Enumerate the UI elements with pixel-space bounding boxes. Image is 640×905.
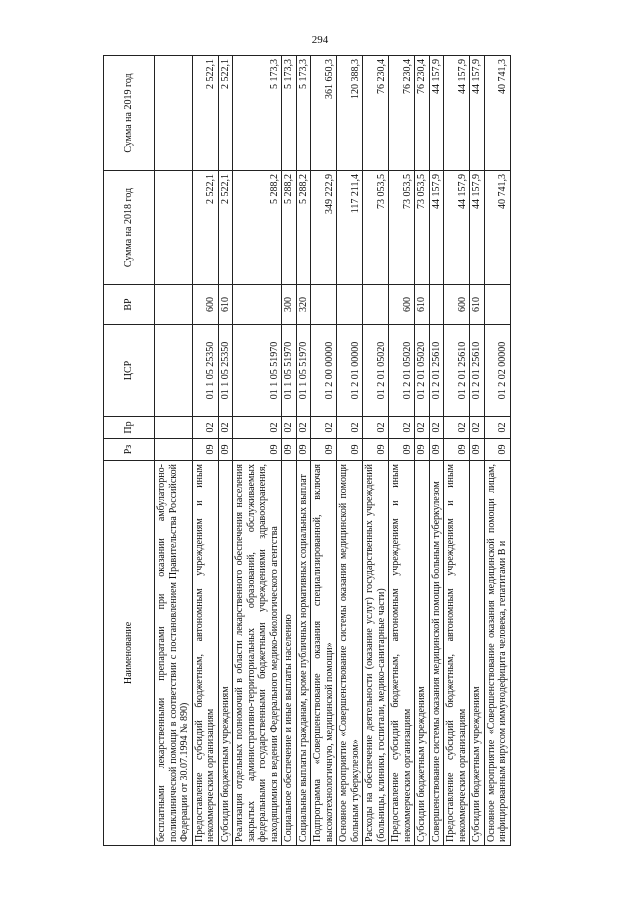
cell-vr: 600 — [389, 285, 415, 325]
cell-pr: 02 — [470, 417, 485, 439]
cell-name: Субсидии бюджетным учреждениям — [218, 461, 233, 846]
cell-sum-2019: 2 522,1 — [192, 56, 218, 171]
cell-name: Социальные выплаты гражданам, кроме публичных нормативных социальных выплат — [296, 461, 311, 846]
cell-name: Предоставление субсидий бюджетным, автономным учреждениям и иным некоммерческим организациям — [444, 461, 470, 846]
header-pr: Пр — [104, 417, 155, 439]
cell-csr: 01 1 05 25350 — [218, 325, 233, 417]
cell-csr: 01 2 01 25610 — [444, 325, 470, 417]
cell-name: Субсидии бюджетным учреждениям — [470, 461, 485, 846]
cell-rz: 09 — [233, 439, 282, 461]
cell-name: Подпрограмма «Совершенствование оказания специализированной, включая высокотехнологичную, медицинской помощи» — [311, 461, 337, 846]
cell-pr: 02 — [415, 417, 430, 439]
cell-name: Реализация отдельных полномочий в области лекарственного обеспечения населения закрытых административно-территориальных образований, обслуживаемых федеральными государственными бюджетными учреждениями здравоохранения, находящимися в ведении Федерального медико-биологического агентства — [233, 461, 282, 846]
header-row — [104, 56, 155, 846]
cell-sum-2019: 44 157,9 — [429, 56, 444, 171]
table-row — [192, 56, 218, 846]
cell-vr: 610 — [470, 285, 485, 325]
header-sum-2019: Сумма на 2019 год — [104, 56, 155, 171]
table-row — [337, 56, 363, 846]
page-number: 294 — [311, 34, 329, 46]
cell-sum-2019: 44 157,9 — [470, 56, 485, 171]
cell-sum-2019: 76 230,4 — [363, 56, 389, 171]
budget-table-container — [103, 56, 573, 846]
cell-rz: 09 — [218, 439, 233, 461]
cell-name: Субсидии бюджетным учреждениям — [415, 461, 430, 846]
cell-vr — [311, 285, 337, 325]
cell-pr: 02 — [337, 417, 363, 439]
cell-csr: 01 1 05 25350 — [192, 325, 218, 417]
cell-sum-2018: 73 053,5 — [389, 171, 415, 285]
cell-name: Предоставление субсидий бюджетным, автономным учреждениям и иным некоммерческим организациям — [192, 461, 218, 846]
cell-csr: 01 2 01 25610 — [429, 325, 444, 417]
cell-sum-2018: 40 741,3 — [484, 171, 510, 285]
budget-table — [103, 55, 511, 846]
cell-vr: 610 — [415, 285, 430, 325]
cell-vr — [337, 285, 363, 325]
table-row — [389, 56, 415, 846]
header-csr: ЦСР — [104, 325, 155, 417]
cell-name: Основное мероприятие «Совершенствование системы оказания медицинской помощи больным туберкулезом» — [337, 461, 363, 846]
cell-csr: 01 1 05 51970 — [296, 325, 311, 417]
cell-pr: 02 — [311, 417, 337, 439]
cell-pr — [155, 417, 193, 439]
rotated-page-area — [103, 56, 573, 846]
cell-sum-2018: 5 288,2 — [282, 171, 297, 285]
cell-vr: 600 — [444, 285, 470, 325]
cell-name: Совершенствование системы оказания медицинской помощи больным туберкулезом — [429, 461, 444, 846]
cell-vr: 600 — [192, 285, 218, 325]
cell-csr: 01 2 01 05020 — [363, 325, 389, 417]
cell-csr: 01 2 01 00000 — [337, 325, 363, 417]
cell-rz — [155, 439, 193, 461]
cell-sum-2019: 5 173,3 — [282, 56, 297, 171]
cell-pr: 02 — [363, 417, 389, 439]
cell-vr — [429, 285, 444, 325]
cell-pr: 02 — [429, 417, 444, 439]
cell-rz: 09 — [429, 439, 444, 461]
cell-vr: 610 — [218, 285, 233, 325]
cell-sum-2018: 5 288,2 — [233, 171, 282, 285]
cell-pr: 02 — [233, 417, 282, 439]
table-row — [218, 56, 233, 846]
cell-vr: 300 — [282, 285, 297, 325]
cell-csr: 01 1 05 51970 — [233, 325, 282, 417]
cell-sum-2018: 44 157,9 — [429, 171, 444, 285]
cell-rz: 09 — [444, 439, 470, 461]
table-row — [282, 56, 297, 846]
table-row — [233, 56, 282, 846]
cell-sum-2019: 120 388,3 — [337, 56, 363, 171]
table-row — [155, 56, 193, 846]
cell-sum-2018: 73 053,5 — [415, 171, 430, 285]
table-header — [104, 56, 155, 846]
cell-rz: 09 — [337, 439, 363, 461]
cell-vr — [363, 285, 389, 325]
cell-rz: 09 — [311, 439, 337, 461]
cell-csr: 01 2 01 05020 — [389, 325, 415, 417]
cell-sum-2018: 73 053,5 — [363, 171, 389, 285]
cell-pr: 02 — [192, 417, 218, 439]
cell-sum-2019 — [155, 56, 193, 171]
header-name: Наименование — [104, 461, 155, 846]
cell-csr: 01 2 02 00000 — [484, 325, 510, 417]
cell-pr: 02 — [484, 417, 510, 439]
table-row — [311, 56, 337, 846]
table-row — [363, 56, 389, 846]
cell-sum-2019: 5 173,3 — [233, 56, 282, 171]
cell-pr: 02 — [389, 417, 415, 439]
cell-csr — [155, 325, 193, 417]
cell-rz: 09 — [389, 439, 415, 461]
cell-pr: 02 — [218, 417, 233, 439]
cell-csr: 01 2 00 00000 — [311, 325, 337, 417]
cell-pr: 02 — [296, 417, 311, 439]
cell-rz: 09 — [192, 439, 218, 461]
cell-vr — [484, 285, 510, 325]
cell-sum-2018: 2 522,1 — [192, 171, 218, 285]
cell-rz: 09 — [296, 439, 311, 461]
cell-name: Расходы на обеспечение деятельности (оказание услуг) государственных учреждений (больницы, клиники, госпитали, медико-санитарные части) — [363, 461, 389, 846]
cell-pr: 02 — [444, 417, 470, 439]
cell-name: бесплатными лекарственными препаратами при оказании амбулаторно-поликлинической помощи в соответствии с постановлением Правительства Российской Федерации от 30.07.1994 № 890) — [155, 461, 193, 846]
cell-sum-2018: 44 157,9 — [444, 171, 470, 285]
cell-vr — [155, 285, 193, 325]
cell-vr — [233, 285, 282, 325]
cell-name: Основное мероприятие «Совершенствование оказания медицинской помощи лицам, инфицированным вирусом иммунодефицита человека, гепатитами В и — [484, 461, 510, 846]
cell-csr: 01 2 01 25610 — [470, 325, 485, 417]
cell-sum-2019: 361 650,3 — [311, 56, 337, 171]
cell-rz: 09 — [282, 439, 297, 461]
cell-csr: 01 1 05 51970 — [282, 325, 297, 417]
cell-name: Предоставление субсидий бюджетным, автономным учреждениям и иным некоммерческим организациям — [389, 461, 415, 846]
header-vr: ВР — [104, 285, 155, 325]
cell-sum-2018 — [155, 171, 193, 285]
cell-sum-2018: 44 157,9 — [470, 171, 485, 285]
cell-sum-2019: 44 157,9 — [444, 56, 470, 171]
cell-rz: 09 — [415, 439, 430, 461]
table-row — [470, 56, 485, 846]
cell-rz: 09 — [470, 439, 485, 461]
header-rz: Рз — [104, 439, 155, 461]
cell-sum-2018: 5 288,2 — [296, 171, 311, 285]
cell-rz: 09 — [484, 439, 510, 461]
cell-vr: 320 — [296, 285, 311, 325]
cell-sum-2019: 2 522,1 — [218, 56, 233, 171]
table-row — [429, 56, 444, 846]
cell-csr: 01 2 01 05020 — [415, 325, 430, 417]
cell-name: Социальное обеспечение и иные выплаты населению — [282, 461, 297, 846]
cell-sum-2019: 40 741,3 — [484, 56, 510, 171]
cell-pr: 02 — [282, 417, 297, 439]
cell-sum-2018: 117 211,4 — [337, 171, 363, 285]
cell-sum-2019: 76 230,4 — [415, 56, 430, 171]
cell-sum-2018: 2 522,1 — [218, 171, 233, 285]
table-row — [444, 56, 470, 846]
cell-sum-2019: 76 230,4 — [389, 56, 415, 171]
cell-sum-2018: 349 222,9 — [311, 171, 337, 285]
cell-sum-2019: 5 173,3 — [296, 56, 311, 171]
header-sum-2018: Сумма на 2018 год — [104, 171, 155, 285]
table-row — [415, 56, 430, 846]
table-row — [484, 56, 510, 846]
table-body — [155, 56, 511, 846]
table-row — [296, 56, 311, 846]
cell-rz: 09 — [363, 439, 389, 461]
